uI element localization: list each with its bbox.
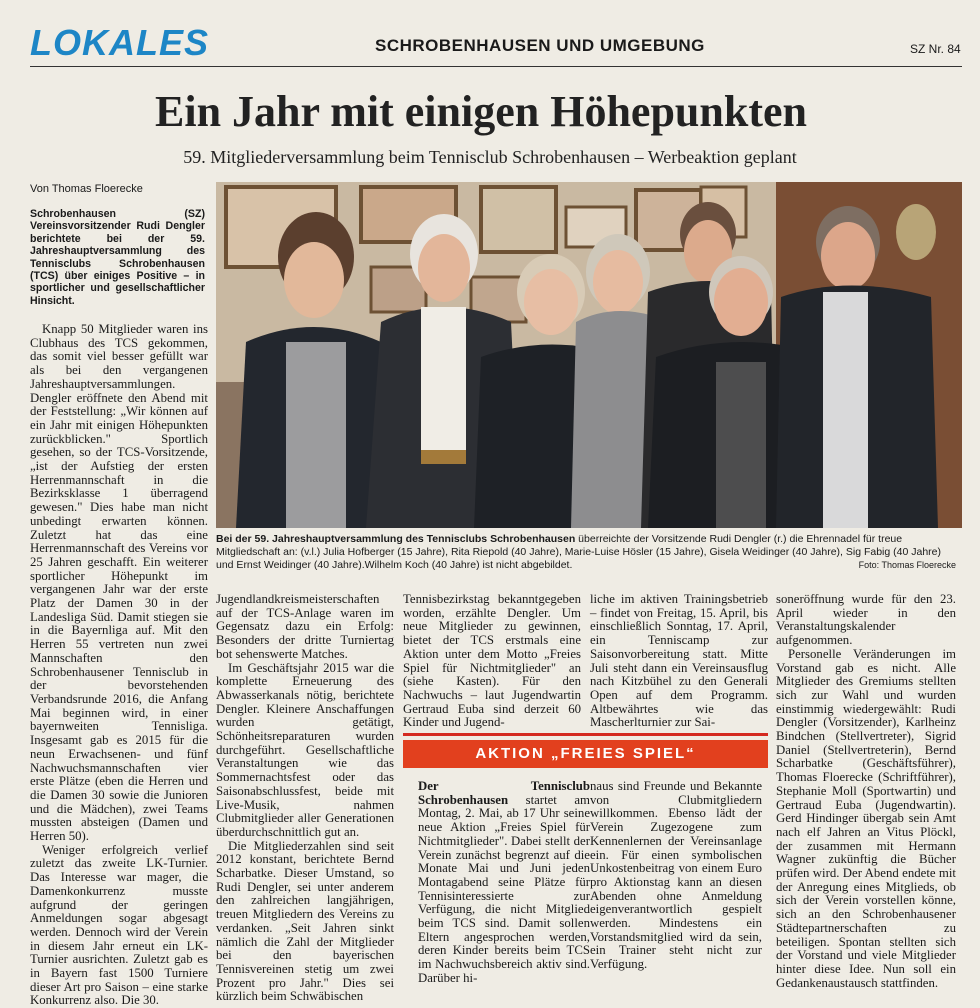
article-paragraph: liche im aktiven Trainingsbetrieb – findet von Freitag, 15. April, bis einschließlich Sonntag, 17. April, ein Tenniscamp zur Saisonvorbereitung statt. Mitte Juli steht dann ein Vereinsausflug nach Kitzbühel zu den Generali Open auf dem Programm. Altbewährtes wie das Mascherlturnier zur Sai- [590,592,768,730]
headline: Ein Jahr mit einigen Höhepunkten [155,87,807,136]
caption-text: überreichte der Vorsitzende Rudi Dengler (r.) die Ehrennadel für treue Mitgliedschaft an: (v.l.) Julia Hofberger (15 Jahre), Rita Riepold (40 Jahre), Marie-Luise Hösler (15 Jahre), Gisela Weidinger (40 Jahre), Sig Fabig (40 Jahre) und Ernst Weidinger (40 Jahre).Wilhelm Koch (40 Jahre) ist nicht abgebildet. [216,533,942,571]
article-paragraph: Weniger erfolgreich verlief zuletzt das zweite LK-Turnier. Das Interesse war mager, die Damenkonkurrenz musste aufgrund der geringen Anmeldungen sogar abgesagt werden. Dennoch wird der Verein in diesem Jahr erneut ein LK-Turnier ausrichten. Zuletzt gab es in Bayern fast 1500 Turniere dieser Art pro Saison – eine starke Konkurrenz also. Die 30. [30,842,208,1008]
group-photo [216,182,962,528]
article-paragraph: Jugendlandkreismeisterschaften auf der TCS-Anlage waren im Gegensatz dazu ein Erfolg: Besonders der dritte Turniertag bot sehenswerte Matches. [216,592,394,661]
article-column-4 [590,592,768,730]
article-column-5 [776,593,956,995]
article-paragraph: soneröffnung wurde für den 23. April wieder in den Veranstaltungskalender aufgenommen. [776,592,956,648]
region-title: SCHROBENHAUSEN UND UMGEBUNG [375,36,705,55]
article-paragraph: Im Geschäftsjahr 2015 war die komplette Erneuerung des Abwasserkanals nötig, berichtete Dengler. Kleinere Anschaffungen wurden getätigt, Schönheitsreparaturen wurden durchgeführt. Gesellschaftliche Veranstaltungen wie das Sommernachtsfest oder das Saisonabschlussfest, beide mit Live-Musik, nahmen Clubmitglieder aller Generationen überdurchschnittlich gut an. [216,660,394,839]
info-box-column-1 [418,780,590,1002]
info-box-lead: Der Tennisclub Schrobenhausen [418,779,590,807]
caption-lead: Bei der 59. Jahreshauptversammlung des Tennisclubs Schrobenhausen [216,533,576,545]
info-box-column-2: naus sind Freunde und Bekannte von Clubmitgliedern willkommen. Ebenso lädt der Verein Zugezogene zum Kennenlernen der Vereinsanlage ein. Für einen symbolischen Unkostenbeitrag von einem Euro pro Aktionstag kann an diesen Abenden ohne Anmeldung eigenverantwortlich gespielt werden. Mindestens ein Vorstandsmitglied wird da sein, ein Trainer steht nicht zur Verfügung. [590,779,762,972]
article-column-2 [216,592,394,1004]
masthead [0,0,962,64]
info-box-title: AKTION „FREIES SPIEL“ [403,740,768,768]
subheadline: 59. Mitgliederversammlung beim Tennisclub Schrobenhausen – Werbeaktion geplant [183,147,797,167]
article-paragraph: Tennisbezirkstag bekanntgegeben worden, erzählte Dengler. Um neue Mitglieder zu gewinnen, bietet der TCS erstmals eine Aktion unter dem Motto „Freies Spiel für Nichtmitglieder" an (siehe Kasten). Für den Nachwuchs – laut Jugendwartin Gertraud Euba sind derzeit 60 Kinder und Jugend- [403,592,581,730]
author-byline: Von Thomas Floerecke [30,183,143,195]
info-box-text: startet am Montag, 2. Mai, ab 17 Uhr seine neue Aktion „Freies Spiel für Nichtmitglieder". Dabei stellt der Verein zunächst begrenzt auf die Monate Mai und Juni jeden Montagabend seine Plätze für Tennisinteressierte zur Verfügung, die nicht Mitglied beim TCS sind. Damit sollen Eltern angesprochen werden, deren Kinder bereits beim TCS im Nachwuchsbereich aktiv sind. Darüber hi- [418,792,590,985]
photo-caption [216,533,956,572]
article-paragraph: Knapp 50 Mitglieder waren ins Clubhaus des TCS gekommen, das somit viel besser gefüllt war als bei den vergangenen Jahreshauptversammlungen. Dengler eröffnete den Abend mit der Feststellung: „Wir können auf ein Jahr mit einigen Höhepunkten zurückblicken." Sportlich gesehen, so der TCS-Vorsitzende, „ist der Aufstieg der ersten Herrenmannschaft in die Bezirksklasse 1 überragend gewesen." Dies habe man nicht unbedingt erwarten können. Zuletzt hat das eine Herrenmannschaft des Vereins vor 25 Jahren geschafft. Ein weiterer sportlicher Höhepunkt im vergangenen Jahr war der erste Platz der Damen 30 in der Landesliga Süd. Damit stiegen sie in die Bayernliga auf. Mit den Herren 55 vertreten nun zwei Mannschaften den Schrobenhausener Tennisclub in der bevorstehenden Verbandsrunde 2016, die Anfang Mai beginnen wird, in einer bayernweiten Tennisliga. Insgesamt gab es 2015 für die neun Erwachsenen- und fünf Nachwuchsmannschaften vier erste Plätze (eben die Herren und die Damen 30 sowie die Junioren und die Mädchen), zwei Teams mussten absteigen (Damen und Herren 50). [30,322,208,844]
article-column-3 [403,592,581,730]
issue-number: SZ Nr. 84 [910,42,961,56]
photo-credit: Foto: Thomas Floerecke [858,560,956,570]
info-box [403,733,768,995]
article-paragraph: Personelle Veränderungen im Vorstand gab es nicht. Alle Mitglieder des Gremiums stellten sich zur Wahl und wurden einstimmig wiedergewählt: Rudi Dengler (Vorsitzender), Karlheinz Bindchen (Stellvertreter), Sigrid Daniel (Stellvertreterin), Bernd Scharbatke (Geschäftsführer), Thomas Floerecke (Schriftführer), Stephanie Moll (Sportwartin) und Gertraud Euba (Jugendwartin). Gerd Hindinger übergab sein Amt nach elf Jahren an Vitus Plöckl, der zusammen mit Hermann Wagner zukünftig die Bücher prüfen wird. Der Abend endete mit der Anregung eines Mitglieds, ob sich der Verein vorstellen könne, sich an den Schrobenhausener Städtepartnerschaften zu beteiligen. Spontan stellten sich der Vorstand und viele Mitglieder hinter diese Idee. Nun soll ein Gedankenaustausch stattfinden. [776,646,956,990]
section-title: LOKALES [30,22,210,63]
masthead-rule [30,66,962,67]
article-column-1 [30,322,208,1008]
group-photo-illustration [216,182,962,528]
article-paragraph: Die Mitgliederzahlen sind seit 2012 konstant, berichtete Bernd Scharbatke. Dieser Umstand, so Rudi Dengler, sei unter anderem den zahlreichen langjährigen, treuen Mitgliedern des Vereins zu verdanken. „Seit Jahren sinkt nämlich die Zahl der Mitglieder bei den bayerischen Tennisvereinen stetig um zwei Prozent pro Jahr." Dies sei kürzlich beim Schwäbischen [216,838,394,1004]
lead-paragraph: Schrobenhausen (SZ) Vereinsvorsitzender Rudi Dengler berichtete bei der 59. Jahreshauptversammlung des Tennisclubs Schrobenhausen (TCS) über einiges Positive – in sportlicher und gesellschaftlicher Hinsicht. [30,208,205,307]
